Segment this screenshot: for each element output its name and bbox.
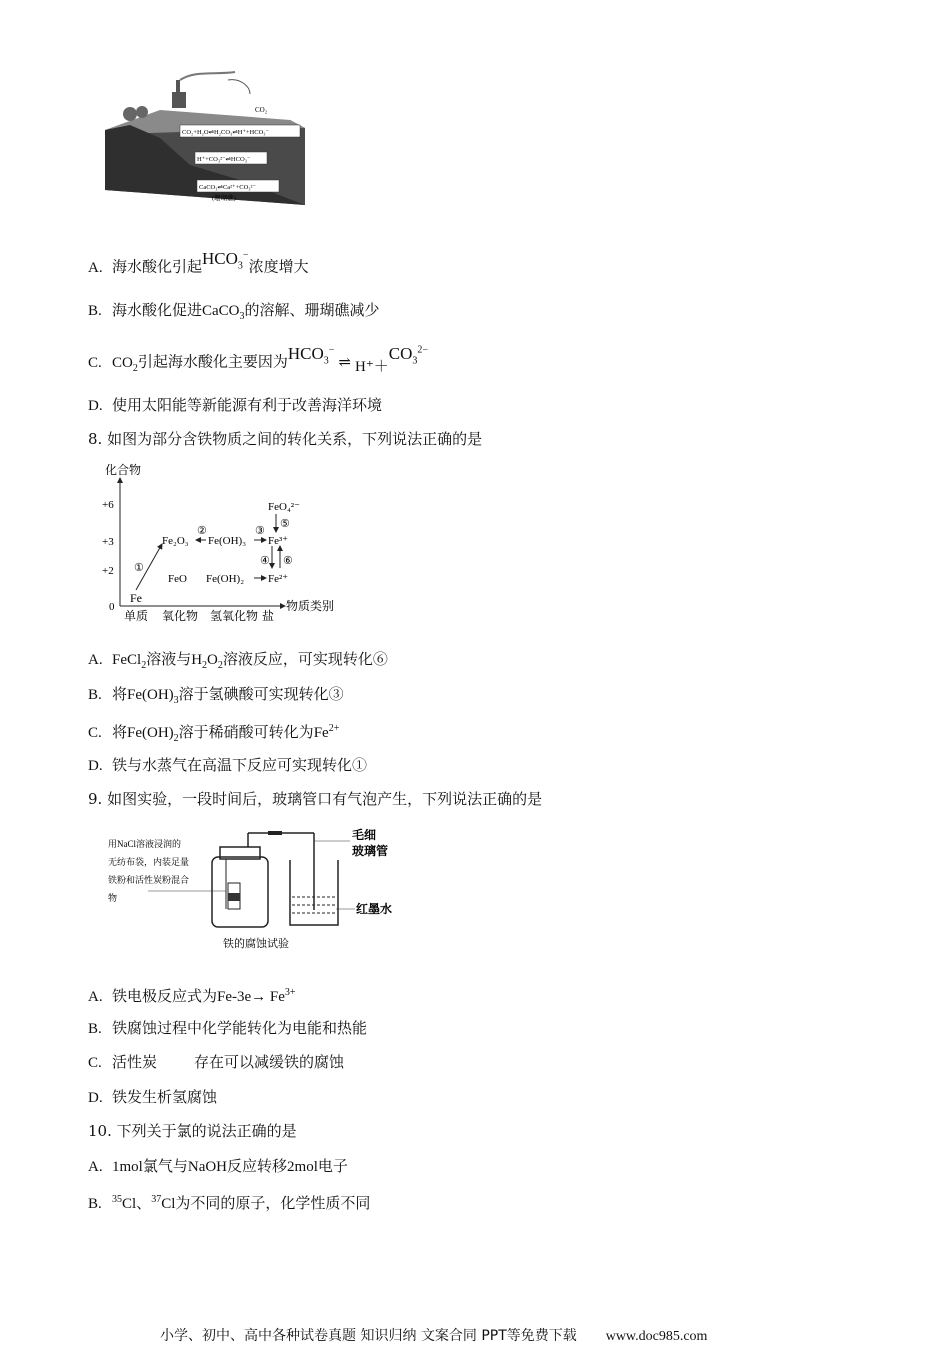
iron-corrosion-figure	[100, 825, 410, 955]
q10-stem: 10. 下列关于氯的说法正确的是	[88, 1122, 297, 1140]
fig9-right-text-3: 红墨水	[356, 902, 393, 916]
footer-url[interactable]: www.doc985.com	[605, 1329, 708, 1344]
chart-ytick-6: +6	[102, 499, 114, 511]
q9-option-b: B. 铁腐蚀过程中化学能转化为电能和热能	[88, 1019, 368, 1037]
chart-num-6: ⑥	[283, 555, 293, 567]
q8-option-a: A. FeCl$_2$溶液与$H_2O_2$溶液反应，可实现转化⑥	[88, 650, 388, 671]
chart-num-5: ⑤	[280, 518, 290, 530]
page-footer	[160, 1325, 707, 1345]
fig-ocean-eq2: H⁺+CO₃²⁻⇌HCO₃⁻	[197, 156, 251, 163]
chart-cat-1: 单质	[124, 609, 149, 623]
fig-ocean-co2: CO₂	[255, 106, 268, 114]
q7-option-a: A. 海水酸化引起$HCO_3^-$浓度增大	[88, 248, 309, 276]
fig9-caption: 铁的腐蚀试验	[223, 938, 289, 950]
chart-ytick-3: +3	[102, 536, 114, 548]
q9-option-d: D. 铁发生析氢腐蚀	[88, 1088, 218, 1106]
chart-num-4: ④	[260, 555, 270, 567]
ocean-acidification-figure	[100, 70, 315, 210]
q10-option-a: A. 1mol氯气与NaOH反应转移2mol电子	[88, 1157, 348, 1175]
fig9-right-text-1: 毛细	[352, 828, 377, 842]
chart-ytick-0: 0	[109, 601, 115, 613]
fig9-left-text-3: 铁粉和活性炭粉混合	[108, 875, 190, 885]
chart-num-3: ③	[255, 525, 265, 537]
chart-fe2o3: Fe₂O₃	[162, 535, 189, 547]
chart-num-1: ①	[134, 562, 144, 574]
chart-cat-4: 盐	[262, 609, 275, 623]
chart-feoh3: Fe(OH)₃	[208, 535, 247, 547]
fig-ocean-eq3: CaCO₃⇌Ca²⁺+CO₃²⁻	[199, 184, 256, 191]
chart-fe: Fe	[130, 591, 142, 605]
q8-stem: 8. 如图为部分含铁物质之间的转化关系，下列说法正确的是	[88, 430, 483, 448]
q7-option-d: D. 使用太阳能等新能源有利于改善海洋环境	[88, 396, 383, 414]
fig9-left-text-4: 物	[108, 893, 118, 903]
fig9-left-text-1: 用NaCl溶液浸润的	[108, 839, 181, 849]
q9-option-a: A. 铁电极反应式为$Fe-3e\to Fe^{3+}$	[88, 987, 296, 1005]
chart-feo: FeO	[168, 573, 187, 585]
chart-ylabel: 化合物	[105, 463, 142, 477]
chart-ytick-2: +2	[102, 565, 114, 577]
chart-cat-3: 氢氧化物	[210, 609, 259, 623]
chart-feo4: FeO₄²⁻	[268, 501, 300, 513]
chart-cat-2: 氧化物	[162, 609, 199, 623]
iron-conversion-chart	[100, 460, 350, 630]
q7-option-c: C. $CO_2$引起海水酸化主要因为$HCO_3^-\rightleftharpoons$ $H^++CO_3^{2-}$	[88, 343, 429, 375]
q7-option-b: B. 海水酸化促进CaCO$_3$的溶解、珊瑚礁减少	[88, 301, 380, 322]
q8-option-d: D. 铁与水蒸气在高温下反应可实现转化①	[88, 756, 368, 774]
q10-option-b: B. $^{35}$Cl、$^{37}$Cl为不同的原子，化学性质不同	[88, 1194, 371, 1212]
chart-fe2: Fe²⁺	[268, 573, 289, 585]
chart-fe3: Fe³⁺	[268, 535, 289, 547]
fig-ocean-coral: (珊瑚礁)	[212, 195, 236, 202]
q9-option-c: C. 活性炭 存在可以减缓铁的腐蚀	[88, 1053, 345, 1071]
q8-option-b: B. 将$Fe(OH)_3$溶于氢碘酸可实现转化③	[88, 685, 344, 706]
chart-xlabel: 物质类别	[286, 599, 335, 613]
fig9-left-text-2: 无纺布袋，内装足量	[108, 857, 190, 867]
fig-ocean-eq1: CO₂+H₂O⇌H₂CO₃⇌H⁺+HCO₃⁻	[182, 129, 269, 136]
q9-stem: 9. 如图实验，一段时间后，玻璃管口有气泡产生，下列说法正确的是	[88, 790, 543, 808]
chart-feoh2: Fe(OH)₂	[206, 573, 245, 585]
q8-option-c: C. 将$Fe(OH)_2$溶于稀硝酸可转化为$Fe^{2+}$	[88, 723, 340, 744]
footer-text: 小学、初中、高中各种试卷真题 知识归纳 文案合同 PPT等免费下载	[160, 1328, 577, 1344]
chart-num-2: ②	[197, 525, 207, 537]
fig9-right-text-2: 玻璃管	[352, 844, 389, 858]
